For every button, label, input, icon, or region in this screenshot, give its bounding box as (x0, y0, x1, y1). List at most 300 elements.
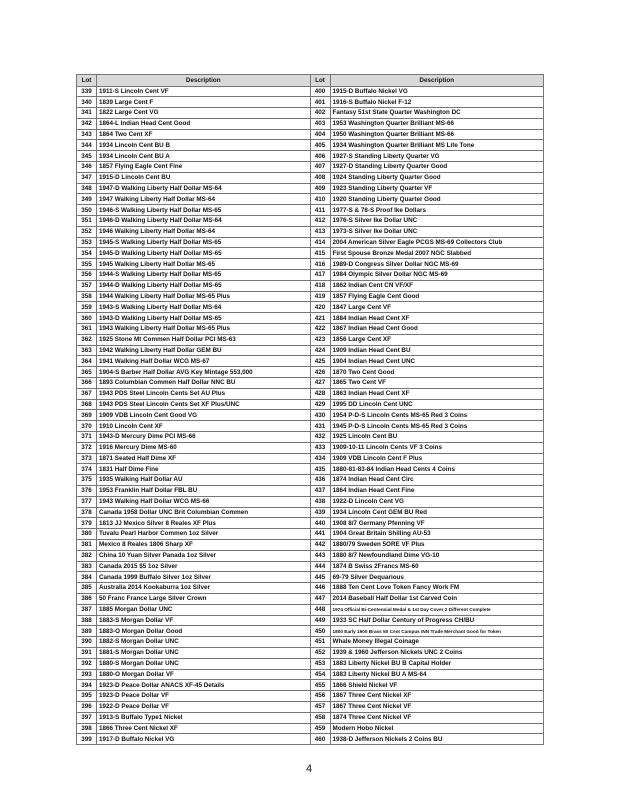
lot-number-cell: 339 (77, 86, 97, 97)
lot-number-cell: 399 (77, 734, 97, 745)
lot-description-cell: 1867 Three Cent Nickel VF (330, 701, 544, 712)
lot-number-cell: 342 (77, 118, 97, 129)
lot-description-cell: 1973-S Silver Ike Dollar UNC (330, 226, 544, 237)
lot-number-cell: 440 (310, 518, 330, 529)
lot-description-cell: 1923-D Peace Dollar VF (97, 691, 311, 702)
lot-number-cell: 341 (77, 108, 97, 119)
lot-description-cell: 1941 Walking Half Dollar WCG MS-67 (97, 356, 311, 367)
lot-description-cell: 1943-D Mercury Dime PCI MS-66 (97, 432, 311, 443)
lot-description-cell: Canada 2015 $5 1oz Silver (97, 561, 311, 572)
lot-description-cell: 69-79 Silver Dequarious (330, 572, 544, 583)
lot-description-cell: 2004 American Silver Eagle PCGS MS-69 Collectors Club (330, 237, 544, 248)
lot-number-cell: 345 (77, 151, 97, 162)
lot-number-cell: 400 (310, 86, 330, 97)
lot-description-cell: 1909 Indian Head Cent BU (330, 345, 544, 356)
table-row (77, 194, 544, 205)
table-row (77, 237, 544, 248)
lot-number-cell: 395 (77, 691, 97, 702)
lot-number-cell: 408 (310, 172, 330, 183)
lot-description-cell: 1882-S Morgan Dollar UNC (97, 637, 311, 648)
lot-description-cell: 1909-10-11 Lincoln Cents VF 3 Coins (330, 442, 544, 453)
lot-number-cell: 349 (77, 194, 97, 205)
lot-description-cell: 1917-D Buffalo Nickel VG (97, 734, 311, 745)
table-row (77, 680, 544, 691)
lot-number-cell: 449 (310, 615, 330, 626)
lot-description-cell: 1866 Three Cent Nickel XF (97, 723, 311, 734)
lot-description-cell: 1943 PDS Steel Lincoln Cents Set AU Plus (97, 388, 311, 399)
lot-description-cell: 1945-D Walking Liberty Half Dollar MS-65 (97, 248, 311, 259)
table-row (77, 485, 544, 496)
lot-description-cell: 1864-L Indian Head Cent Good (97, 118, 311, 129)
table-row (77, 205, 544, 216)
lot-description-cell: 1888 Ten Cent Love Token Fancy Work FM (330, 583, 544, 594)
lot-number-cell: 406 (310, 151, 330, 162)
lot-description-cell: 1947-D Walking Liberty Half Dollar MS-64 (97, 183, 311, 194)
lot-description-cell: 1953 Franklin Half Dollar FBL BU (97, 485, 311, 496)
lot-number-cell: 443 (310, 550, 330, 561)
lot-number-cell: 459 (310, 723, 330, 734)
lot-number-cell: 423 (310, 334, 330, 345)
lot-description-cell: 1874 Three Cent Nickel VF (330, 712, 544, 723)
table-row (77, 507, 544, 518)
table-row (77, 410, 544, 421)
lot-description-cell: 1913-S Buffalo Type1 Nickel (97, 712, 311, 723)
lot-description-cell: 1927-S Standing Liberty Quarter VG (330, 151, 544, 162)
table-row (77, 550, 544, 561)
table-row (77, 248, 544, 259)
lot-description-cell: 1880-S Morgan Dollar UNC (97, 658, 311, 669)
lot-description-cell: 1946-S Walking Liberty Half Dollar MS-65 (97, 205, 311, 216)
table-row (77, 561, 544, 572)
table-row (77, 334, 544, 345)
lot-description-cell: 1923 Standing Liberty Quarter VF (330, 183, 544, 194)
lot-number-cell: 428 (310, 388, 330, 399)
table-row (77, 626, 544, 637)
table-row (77, 701, 544, 712)
lot-number-cell: 419 (310, 291, 330, 302)
lot-description-cell: 1916-S Buffalo Nickel F-12 (330, 97, 544, 108)
lot-description-cell: 1885 Morgan Dollar UNC (97, 604, 311, 615)
table-row (77, 216, 544, 227)
lot-number-cell: 381 (77, 539, 97, 550)
lot-number-cell: 438 (310, 496, 330, 507)
lot-number-cell: 382 (77, 550, 97, 561)
lot-description-cell: 50 Franc France Large Silver Crown (97, 593, 311, 604)
table-row (77, 647, 544, 658)
lot-description-cell: 1954 P-D-S Lincoln Cents MS-65 Red 3 Coins (330, 410, 544, 421)
lot-number-cell: 354 (77, 248, 97, 259)
lot-description-cell: 1867 Indian Head Cent Good (330, 324, 544, 335)
lot-description-cell: 1943-S Walking Liberty Half Dollar MS-64 (97, 302, 311, 313)
table-row (77, 345, 544, 356)
lot-number-cell: 409 (310, 183, 330, 194)
lot-description-cell: 1910 Lincoln Cent XF (97, 421, 311, 432)
lot-description-cell: 1976-S Silver Ike Dollar UNC (330, 216, 544, 227)
lot-description-cell: 1856 Large Cent XF (330, 334, 544, 345)
lot-description-cell: 1857 Flying Eagle Cent Fine (97, 162, 311, 173)
table-row (77, 691, 544, 702)
lot-number-cell: 451 (310, 637, 330, 648)
lot-description-cell: 1924 Standing Liberty Quarter Good (330, 172, 544, 183)
lot-column-header: Lot (77, 75, 97, 87)
lot-number-cell: 442 (310, 539, 330, 550)
lot-number-cell: 384 (77, 572, 97, 583)
lot-number-cell: 398 (77, 723, 97, 734)
table-row (77, 270, 544, 281)
lot-number-cell: 394 (77, 680, 97, 691)
lot-number-cell: 434 (310, 453, 330, 464)
lot-number-cell: 424 (310, 345, 330, 356)
table-row (77, 313, 544, 324)
lot-number-cell: 358 (77, 291, 97, 302)
lot-number-cell: 343 (77, 129, 97, 140)
lot-number-cell: 429 (310, 399, 330, 410)
lot-number-cell: 422 (310, 324, 330, 335)
lot-description-cell: 1870 Two Cent Good (330, 367, 544, 378)
lot-description-cell: 1915-D Buffalo Nickel VG (330, 86, 544, 97)
lot-number-cell: 389 (77, 626, 97, 637)
lot-number-cell: 450 (310, 626, 330, 637)
lot-number-cell: 413 (310, 226, 330, 237)
lot-description-cell: 1863 Indian Head Cent XF (330, 388, 544, 399)
lot-description-cell: 1943 Walking Liberty Half Dollar MS-65 Plus (97, 324, 311, 335)
table-row (77, 356, 544, 367)
lot-number-cell: 375 (77, 475, 97, 486)
lot-description-cell: 1909 VDB Lincoln Cent Good VG (97, 410, 311, 421)
lot-number-cell: 350 (77, 205, 97, 216)
lot-description-cell: 1884 Indian Head Cent XF (330, 313, 544, 324)
lot-number-cell: 432 (310, 432, 330, 443)
lot-description-cell: First Spouse Bronze Medal 2007 NGC Slabbed (330, 248, 544, 259)
lot-number-cell: 347 (77, 172, 97, 183)
lot-description-cell: 1995 DD Lincoln Cent UNC (330, 399, 544, 410)
lot-description-cell: 1984 Olympic Silver Dollar NGC MS-69 (330, 270, 544, 281)
lot-description-cell: 1943 Walking Half Dollar WCG MS-66 (97, 496, 311, 507)
lot-number-cell: 435 (310, 464, 330, 475)
lot-number-cell: 418 (310, 280, 330, 291)
lot-description-cell: 1947 Walking Liberty Half Dollar MS-64 (97, 194, 311, 205)
lot-number-cell: 457 (310, 701, 330, 712)
lot-description-cell: 1950 Washington Quarter Brilliant MS-66 (330, 129, 544, 140)
lot-description-cell: 1880-81-83-84 Indian Head Cents 4 Coins (330, 464, 544, 475)
table-row (77, 475, 544, 486)
lot-number-cell: 441 (310, 529, 330, 540)
lot-number-cell: 363 (77, 345, 97, 356)
lot-description-cell: 1934 Lincoln Cent GEM BU Red (330, 507, 544, 518)
lot-description-cell: 1925 Stone Mt Commen Half Dollar PCI MS-63 (97, 334, 311, 345)
lot-number-cell: 437 (310, 485, 330, 496)
lot-number-cell: 415 (310, 248, 330, 259)
table-row (77, 172, 544, 183)
lot-description-cell: 1953 Washington Quarter Brilliant MS-66 (330, 118, 544, 129)
lot-number-cell: 392 (77, 658, 97, 669)
lot-number-cell: 421 (310, 313, 330, 324)
lot-number-cell: 387 (77, 604, 97, 615)
lot-number-cell: 393 (77, 669, 97, 680)
table-row (77, 118, 544, 129)
lot-description-cell: 1813 JJ Mexico Silver 8 Reales XF Plus (97, 518, 311, 529)
lot-description-cell: 1946-D Walking Liberty Half Dollar MS-64 (97, 216, 311, 227)
lot-number-cell: 390 (77, 637, 97, 648)
lot-description-cell: 1904 Great Britain Shilling AU-53 (330, 529, 544, 540)
lot-number-cell: 344 (77, 140, 97, 151)
lot-description-cell: 1874 Indian Head Cent Circ (330, 475, 544, 486)
lot-number-cell: 426 (310, 367, 330, 378)
lot-number-cell: 359 (77, 302, 97, 313)
lot-number-cell: 446 (310, 583, 330, 594)
table-row (77, 637, 544, 648)
table-row (77, 669, 544, 680)
lot-number-cell: 346 (77, 162, 97, 173)
lot-number-cell: 385 (77, 583, 97, 594)
lot-number-cell: 439 (310, 507, 330, 518)
lot-description-cell: 1874 B Swiss 2Francs MS-60 (330, 561, 544, 572)
table-row (77, 593, 544, 604)
lot-description-cell: 1831 Half Dime Fine (97, 464, 311, 475)
lot-number-cell: 388 (77, 615, 97, 626)
table-row (77, 723, 544, 734)
lot-number-cell: 352 (77, 226, 97, 237)
lot-number-cell: 401 (310, 97, 330, 108)
lot-description-cell: 1945 Walking Liberty Half Dollar MS-65 (97, 259, 311, 270)
table-row (77, 604, 544, 615)
auction-lot-table (76, 74, 544, 745)
lot-number-cell: 452 (310, 647, 330, 658)
lot-column-header: Lot (310, 75, 330, 87)
lot-description-cell: Fantasy 51st State Quarter Washington DC (330, 108, 544, 119)
lot-description-cell: 1904 Indian Head Cent UNC (330, 356, 544, 367)
table-row (77, 734, 544, 745)
lot-description-cell: 1881-S Morgan Dollar UNC (97, 647, 311, 658)
lot-number-cell: 361 (77, 324, 97, 335)
table-row (77, 464, 544, 475)
table-row (77, 496, 544, 507)
lot-description-cell: 1800 Early 1900 Brass 50 Cent Campus INN Trade Merchant Good for Token (330, 626, 544, 637)
lot-description-cell: 1839 Large Cent F (97, 97, 311, 108)
lot-number-cell: 403 (310, 118, 330, 129)
table-row (77, 129, 544, 140)
table-row (77, 86, 544, 97)
lot-description-cell: 1974 Official Bi-Centennial Medal & 1st Day Cover 2 Different Complete (330, 604, 544, 615)
lot-description-cell: Canada 1958 Dollar UNC Brit Columbian Commen (97, 507, 311, 518)
table-row (77, 572, 544, 583)
table-row (77, 518, 544, 529)
lot-number-cell: 456 (310, 691, 330, 702)
table-row (77, 453, 544, 464)
lot-number-cell: 374 (77, 464, 97, 475)
lot-number-cell: 376 (77, 485, 97, 496)
lot-description-cell: 1880-O Morgan Dollar VF (97, 669, 311, 680)
lot-description-cell: 1944-S Walking Liberty Half Dollar MS-65 (97, 270, 311, 281)
lot-number-cell: 391 (77, 647, 97, 658)
lot-description-cell: 1943-D Walking Liberty Half Dollar MS-65 (97, 313, 311, 324)
lot-number-cell: 386 (77, 593, 97, 604)
lot-number-cell: 356 (77, 270, 97, 281)
lot-description-cell: 1922-D Peace Dollar VF (97, 701, 311, 712)
lot-number-cell: 416 (310, 259, 330, 270)
table-row (77, 432, 544, 443)
lot-description-cell: 1945-S Walking Liberty Half Dollar MS-65 (97, 237, 311, 248)
table-row (77, 162, 544, 173)
lot-number-cell: 372 (77, 442, 97, 453)
lot-description-cell: 1857 Flying Eagle Cent Good (330, 291, 544, 302)
lot-number-cell: 417 (310, 270, 330, 281)
lot-number-cell: 353 (77, 237, 97, 248)
lot-number-cell: 373 (77, 453, 97, 464)
lot-description-cell: Whale Money Illegal Coinage (330, 637, 544, 648)
lot-number-cell: 430 (310, 410, 330, 421)
table-row (77, 226, 544, 237)
lot-number-cell: 410 (310, 194, 330, 205)
lot-number-cell: 427 (310, 378, 330, 389)
lot-number-cell: 380 (77, 529, 97, 540)
table-row (77, 388, 544, 399)
table-row (77, 539, 544, 550)
table-row (77, 529, 544, 540)
table-row (77, 712, 544, 723)
lot-number-cell: 433 (310, 442, 330, 453)
lot-number-cell: 371 (77, 432, 97, 443)
lot-number-cell: 425 (310, 356, 330, 367)
lot-number-cell: 377 (77, 496, 97, 507)
lot-number-cell: 460 (310, 734, 330, 745)
lot-number-cell: 351 (77, 216, 97, 227)
lot-number-cell: 445 (310, 572, 330, 583)
description-column-header: Description (97, 75, 311, 87)
lot-description-cell: 1916 Mercury Dime MS-60 (97, 442, 311, 453)
lot-number-cell: 436 (310, 475, 330, 486)
lot-description-cell: 1927-D Standing Liberty Quarter Good (330, 162, 544, 173)
lot-number-cell: 348 (77, 183, 97, 194)
lot-number-cell: 378 (77, 507, 97, 518)
lot-number-cell: 414 (310, 237, 330, 248)
table-row (77, 291, 544, 302)
table-body (77, 86, 544, 745)
lot-description-cell: 1935 Walking Half Dollar AU (97, 475, 311, 486)
lot-description-cell: 1893 Columbian Commen Half Dollar NNC BU (97, 378, 311, 389)
lot-description-cell: 1946 Walking Liberty Half Dollar MS-64 (97, 226, 311, 237)
lot-number-cell: 370 (77, 421, 97, 432)
lot-description-cell: 2014 Baseball Half Dollar 1st Carved Coin (330, 593, 544, 604)
lot-description-cell: 1847 Large Cent VF (330, 302, 544, 313)
lot-description-cell: 1977-S & 78-S Proof Ike Dollars (330, 205, 544, 216)
lot-description-cell: 1908 8/7 Germany Pfenning VF (330, 518, 544, 529)
lot-description-cell: 1862 Indian Cent CN VF/XF (330, 280, 544, 291)
lot-description-cell: 1938-D Jefferson Nickels 2 Coins BU (330, 734, 544, 745)
lot-number-cell: 383 (77, 561, 97, 572)
lot-number-cell: 420 (310, 302, 330, 313)
lot-description-cell: 1904-S Barber Half Dollar AVG Key Mintage 553,000 (97, 367, 311, 378)
table-row (77, 378, 544, 389)
lot-description-cell: Modern Hobo Nickel (330, 723, 544, 734)
lot-number-cell: 458 (310, 712, 330, 723)
lot-description-cell: 1934 Washington Quarter Brilliant MS Lite Tone (330, 140, 544, 151)
lot-number-cell: 366 (77, 378, 97, 389)
lot-number-cell: 411 (310, 205, 330, 216)
page-number: 4 (305, 763, 313, 775)
lot-number-cell: 402 (310, 108, 330, 119)
lot-number-cell: 340 (77, 97, 97, 108)
lot-number-cell: 396 (77, 701, 97, 712)
lot-description-cell: 1934 Lincoln Cent BU A (97, 151, 311, 162)
lot-number-cell: 444 (310, 561, 330, 572)
lot-description-cell: 1944-D Walking Liberty Half Dollar MS-65 (97, 280, 311, 291)
table-row (77, 399, 544, 410)
table-row (77, 259, 544, 270)
lot-number-cell: 454 (310, 669, 330, 680)
table-row (77, 151, 544, 162)
table-row (77, 367, 544, 378)
lot-number-cell: 369 (77, 410, 97, 421)
lot-description-cell: 1925 Lincoln Cent BU (330, 432, 544, 443)
lot-number-cell: 407 (310, 162, 330, 173)
lot-number-cell: 367 (77, 388, 97, 399)
lot-number-cell: 364 (77, 356, 97, 367)
lot-description-cell: Mexico 8 Reales 1806 Sharp XF (97, 539, 311, 550)
lot-description-cell: 1920 Standing Liberty Quarter Good (330, 194, 544, 205)
table-row (77, 97, 544, 108)
table-row (77, 140, 544, 151)
lot-description-cell: 1934 Lincoln Cent BU B (97, 140, 311, 151)
lot-description-cell: 1865 Two Cent VF (330, 378, 544, 389)
lot-description-cell: 1911-S Lincoln Cent VF (97, 86, 311, 97)
lot-description-cell: 1923-D Peace Dollar ANACS XF-45 Details (97, 680, 311, 691)
lot-description-cell: 1864 Two Cent XF (97, 129, 311, 140)
lot-description-cell: 1915-D Lincoln Cent BU (97, 172, 311, 183)
table-row (77, 183, 544, 194)
table-row (77, 658, 544, 669)
lot-number-cell: 453 (310, 658, 330, 669)
lot-description-cell: 1939 & 1960 Jefferson Nickels UNC 2 Coins (330, 647, 544, 658)
table-row (77, 583, 544, 594)
lot-description-cell: 1864 Indian Head Cent Fine (330, 485, 544, 496)
lot-description-cell: 1942 Walking Liberty Half Dollar GEM BU (97, 345, 311, 356)
table-row (77, 421, 544, 432)
lot-number-cell: 357 (77, 280, 97, 291)
lot-number-cell: 448 (310, 604, 330, 615)
lot-description-cell: 1871 Seated Half Dime XF (97, 453, 311, 464)
lot-description-cell: 1866 Shield Nickel VF (330, 680, 544, 691)
lot-description-cell: 1989-D Congress Silver Dollar NGC MS-69 (330, 259, 544, 270)
lot-description-cell: Tuvalu Pearl Harbor Commen 1oz Silver (97, 529, 311, 540)
lot-number-cell: 365 (77, 367, 97, 378)
lot-description-cell: China 10 Yuan Silver Panada 1oz Silver (97, 550, 311, 561)
lot-description-cell: 1922-D Lincoln Cent VG (330, 496, 544, 507)
lot-number-cell: 405 (310, 140, 330, 151)
lot-description-cell: 1883-S Morgan Dollar VF (97, 615, 311, 626)
lot-description-cell: 1945 P-D-S Lincoln Cents MS-65 Red 3 Coins (330, 421, 544, 432)
table-row (77, 108, 544, 119)
table-header-row (77, 75, 544, 87)
lot-number-cell: 397 (77, 712, 97, 723)
lot-number-cell: 368 (77, 399, 97, 410)
table-row (77, 324, 544, 335)
lot-number-cell: 379 (77, 518, 97, 529)
lot-description-cell: 1880/79 Sweden 5ORE VF Plus (330, 539, 544, 550)
table-row (77, 442, 544, 453)
lot-number-cell: 431 (310, 421, 330, 432)
lot-number-cell: 404 (310, 129, 330, 140)
lot-number-cell: 412 (310, 216, 330, 227)
lot-description-cell: 1880 8/7 Newfoundland Dime VG-10 (330, 550, 544, 561)
table-row (77, 615, 544, 626)
lot-number-cell: 355 (77, 259, 97, 270)
lot-number-cell: 360 (77, 313, 97, 324)
lot-description-cell: Canada 1999 Buffalo Silver 1oz Silver (97, 572, 311, 583)
lot-number-cell: 455 (310, 680, 330, 691)
lot-description-cell: 1883 Liberty Nickel BU A MS-64 (330, 669, 544, 680)
lot-description-cell: 1867 Three Cent Nickel XF (330, 691, 544, 702)
